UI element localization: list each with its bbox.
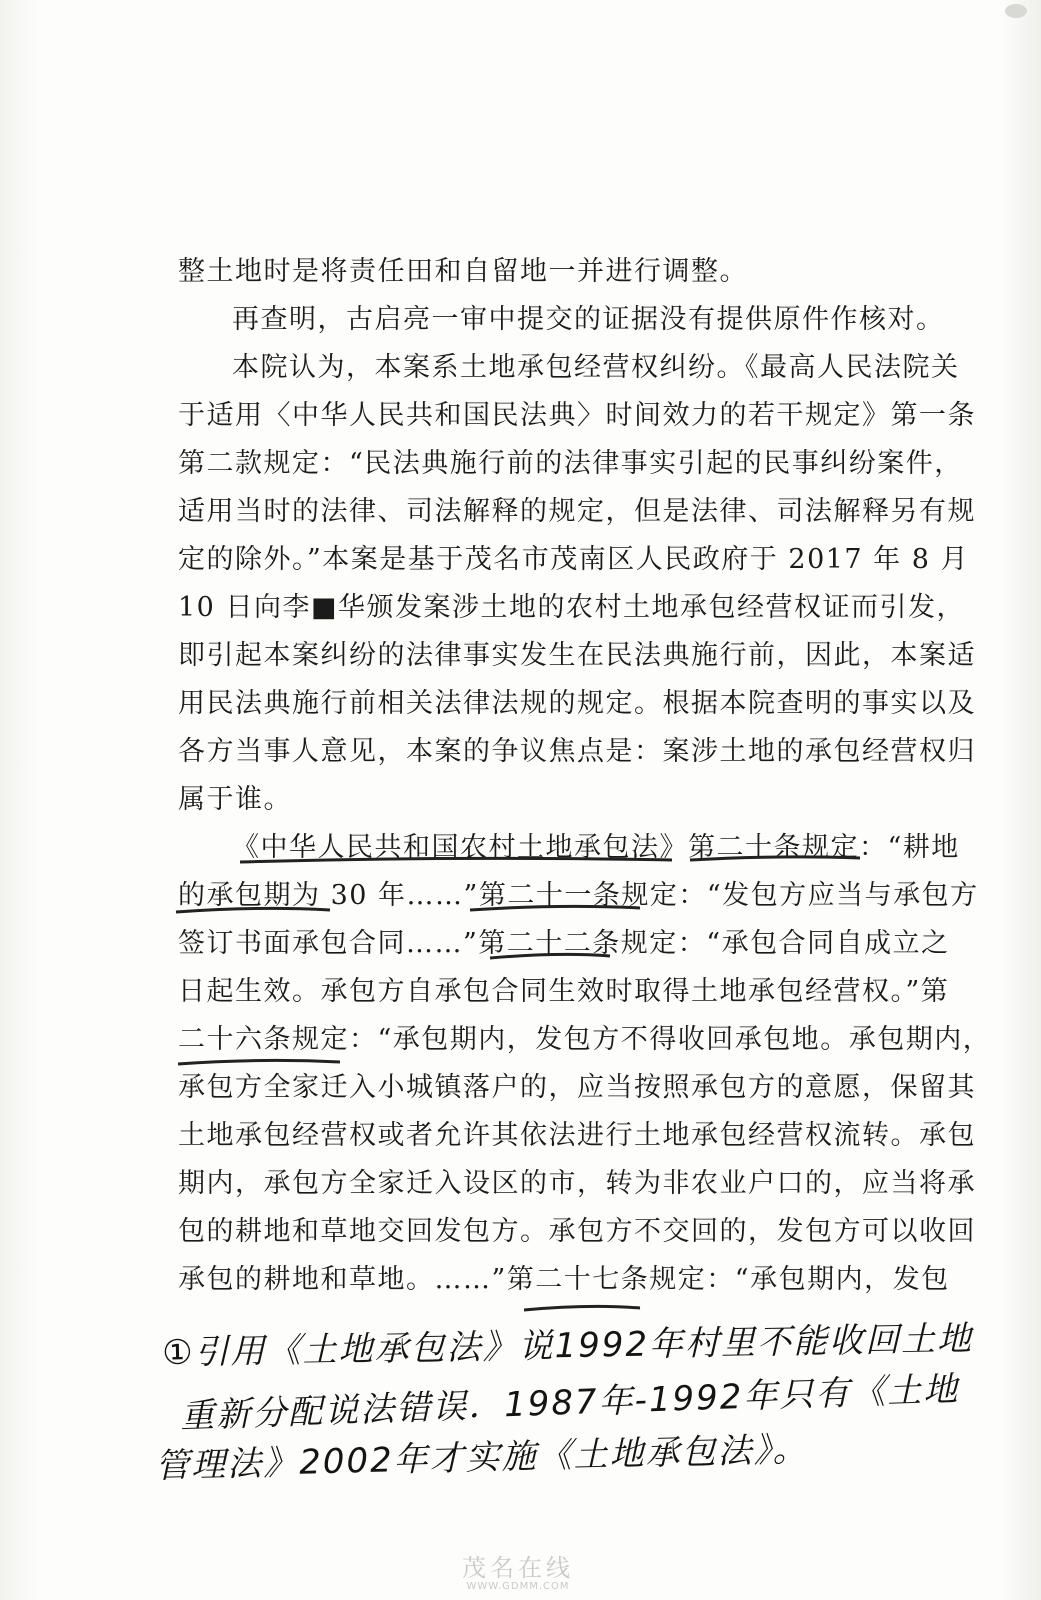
text-line-7: 定的除外。”本案是基于茂名市茂南区人民政府于 2017 年 8 月 bbox=[178, 544, 970, 575]
text-line-2: 再查明，古启亮一审中提交的证据没有提供原件作核对。 bbox=[232, 304, 945, 335]
text-line-12: 属于谁。 bbox=[178, 784, 292, 815]
handwritten-note-line-2: 重新分配说法错误．1987年-1992年只有《土地 bbox=[179, 1369, 960, 1437]
text-line-11: 各方当事人意见，本案的争议焦点是：案涉土地的承包经营权归 bbox=[178, 736, 976, 767]
text-line-4: 于适用〈中华人民共和国民法典〉时间效力的若干规定》第一条 bbox=[178, 400, 976, 431]
text-line-8: 10 日向李■华颁发案涉土地的农村土地承包经营权证而引发， bbox=[178, 592, 965, 623]
text-line-22: 承包的耕地和草地。……”第二十七条规定：“承包期内，发包 bbox=[178, 1264, 950, 1295]
text-line-9: 即引起本案纠纷的法律事实发生在民法典施行前，因此，本案适 bbox=[178, 640, 976, 671]
watermark-logo: 茂名在线 bbox=[462, 1554, 574, 1582]
handwritten-note-line-3: 管理法》2002年才实施《土地承包法》。 bbox=[154, 1429, 810, 1487]
scan-mark bbox=[1005, 4, 1027, 18]
text-line-20: 期内，承包方全家迁入设区的市，转为非农业户口的，应当将承 bbox=[178, 1168, 976, 1199]
text-line-19: 土地承包经营权或者允许其依法进行土地承包经营权流转。承包 bbox=[178, 1120, 976, 1151]
text-line-13: 《中华人民共和国农村土地承包法》第二十条规定：“耕地 bbox=[232, 832, 960, 863]
text-line-21: 包的耕地和草地交回发包方。承包方不交回的，发包方可以收回 bbox=[178, 1216, 976, 1247]
text-line-1: 整土地时是将责任田和自留地一并进行调整。 bbox=[178, 256, 748, 287]
text-line-5: 第二款规定：“民法典施行前的法律事实引起的民事纠纷案件， bbox=[178, 448, 963, 479]
watermark-url: WWW.GDMM.COM bbox=[466, 1581, 570, 1592]
text-line-3: 本院认为，本案系土地承包经营权纠纷。《最高人民法院关 bbox=[232, 352, 960, 383]
underline-article-27 bbox=[524, 1306, 640, 1310]
document-body bbox=[178, 248, 992, 1304]
text-line-16: 日起生效。承包方自承包合同生效时取得土地承包经营权。”第 bbox=[178, 976, 950, 1007]
text-line-17: 二十六条规定：“承包期内，发包方不得收回承包地。承包期内， bbox=[178, 1024, 992, 1055]
text-line-10: 用民法典施行前相关法律法规的规定。根据本院查明的事实以及 bbox=[178, 688, 976, 719]
text-line-18: 承包方全家迁入小城镇落户的，应当按照承包方的意愿，保留其 bbox=[178, 1072, 976, 1103]
watermark bbox=[418, 1548, 618, 1592]
text-line-14: 的承包期为 30 年……”第二十一条规定：“发包方应当与承包方 bbox=[178, 880, 979, 911]
text-line-6: 适用当时的法律、司法解释的规定，但是法律、司法解释另有规 bbox=[178, 496, 976, 527]
handwritten-note-line-1: ①引用《土地承包法》说1992年村里不能收回土地 bbox=[161, 1318, 974, 1374]
text-line-15: 签订书面承包合同……”第二十二条规定：“承包合同自成立之 bbox=[178, 928, 950, 959]
